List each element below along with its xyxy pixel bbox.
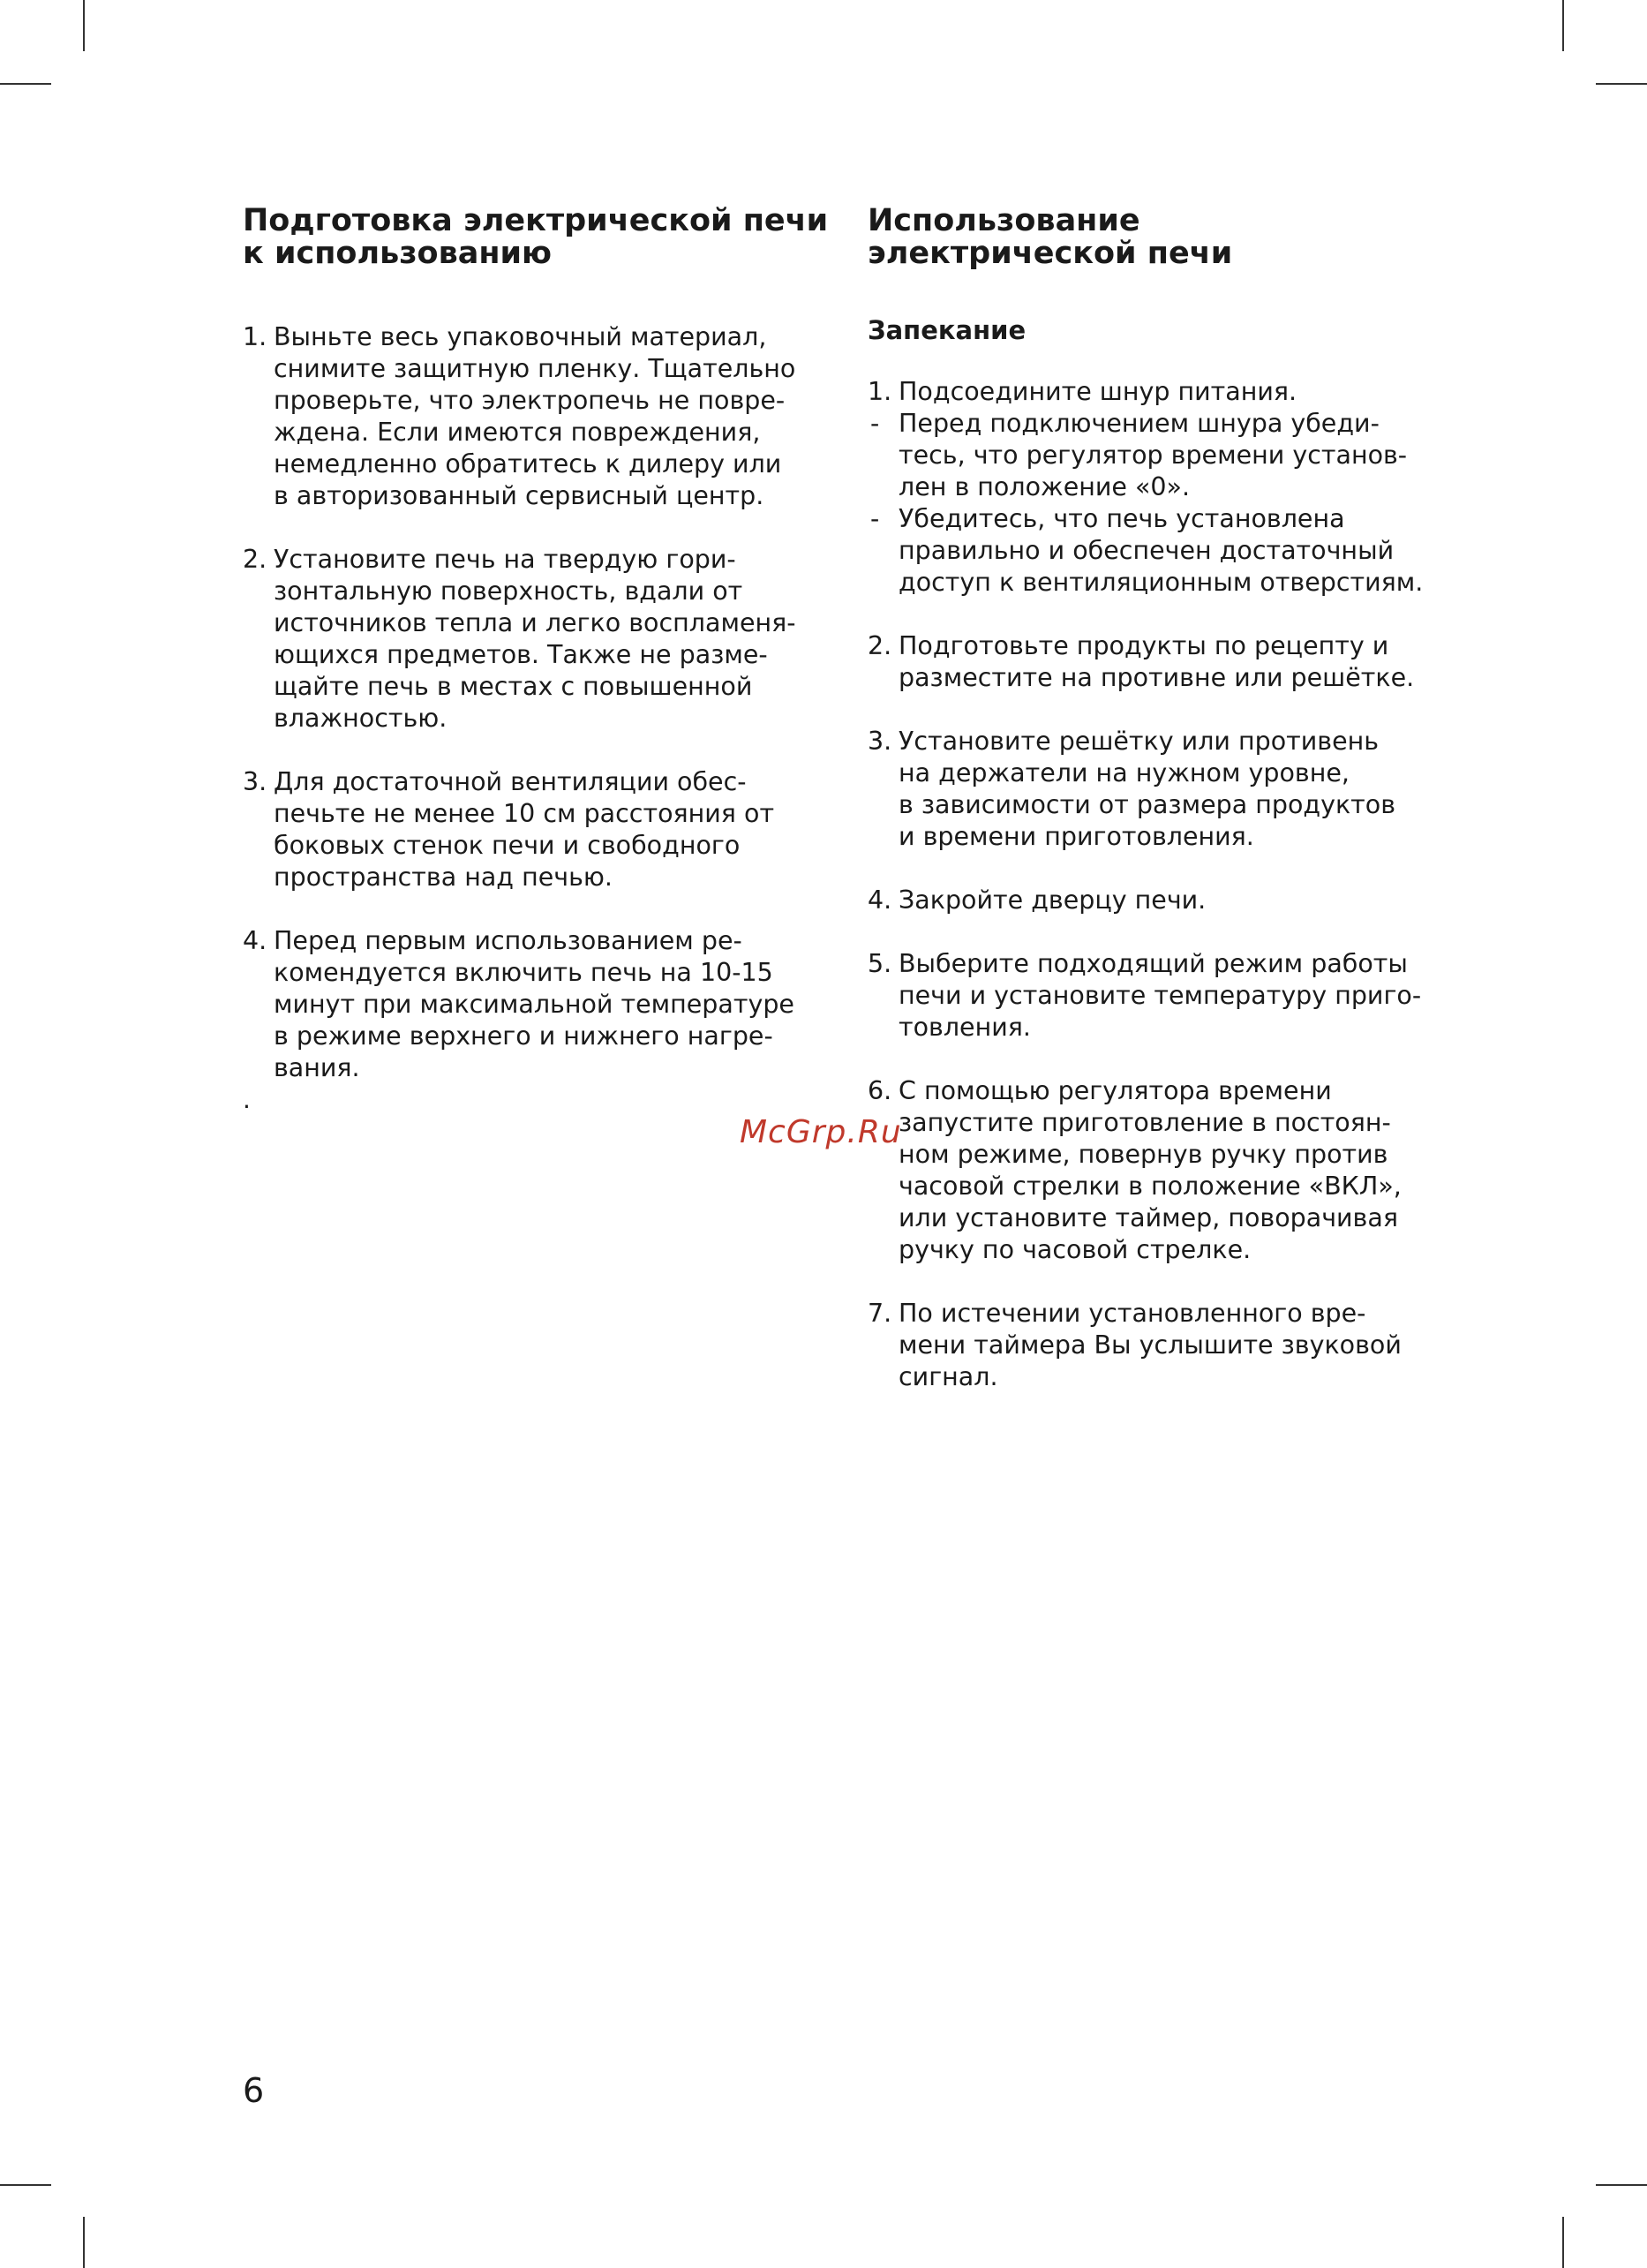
list-item: 3. Для достаточной вентиляции обес- печьте не менее 10 см расстояния от боковых стенок печи и свободного пространства над печью. (243, 767, 775, 892)
crop-mark (83, 2217, 85, 2268)
watermark: McGrp.Ru (740, 1114, 902, 1150)
section-title: Подготовка электрической печи к использованию (243, 203, 829, 271)
right-column (868, 205, 1477, 1393)
list-item: 2. Установите печь на твердую гори- зонтальную поверхность, вдали от источников тепла и легко воспламеня- ющихся предметов. Также не разме- щайте печь в местах с повышенной влажностью. (243, 545, 796, 733)
section-title: Использование электрической печи (868, 203, 1233, 271)
crop-mark (83, 0, 85, 51)
page-number: 6 (243, 2071, 265, 2110)
left-column (243, 205, 852, 1116)
dash-item: - Перед подключением шнура убеди- тесь, что регулятор времени установ- лен в положение «0». (870, 409, 1408, 501)
list-item: 5. Выберите подходящий режим работы печи и установите температуру приго- товления. (868, 949, 1422, 1042)
list-item: 2. Подготовьте продукты по рецепту и разместите на противне или решётке. (868, 631, 1415, 692)
crop-mark (1562, 2217, 1564, 2268)
trailing-dot: . (243, 1085, 251, 1114)
list-item: 3. Установите решётку или противень на держатели на нужном уровне, в зависимости от размера продуктов и времени приготовления. (868, 727, 1396, 851)
list-item: 1. Подсоедините шнур питания. (868, 377, 1297, 406)
crop-mark (1562, 0, 1564, 51)
list-item: 7. По истечении установленного вре- мени таймера Вы услышите звуковой сигнал. (868, 1299, 1402, 1391)
list-item: 6. С помощью регулятора времени запустите приготовление в постоян- ном режиме, повернув ручку против часовой стрелки в положение «ВКЛ», или установите таймер, поворачивая ручку по часовой стрелке. (868, 1076, 1402, 1264)
crop-mark (1596, 2184, 1647, 2186)
list-item: 4. Перед первым использованием ре- комендуется включить печь на 10-15 минут при максимальной температуре в режиме верхнего и нижнего нагре- вания. (243, 926, 794, 1082)
list-item: 1. Выньте весь упаковочный материал, снимите защитную пленку. Тщательно проверьте, что электропечь не повре- ждена. Если имеются повреждения, немедленно обратитесь к дилеру или в авторизованный сервисный центр. (243, 322, 796, 510)
subsection-title: Запекание (868, 315, 1027, 345)
list-item: 4. Закройте дверцу печи. (868, 885, 1207, 915)
crop-mark (0, 83, 51, 85)
crop-mark (0, 2184, 51, 2186)
dash-item: - Убедитесь, что печь установлена правильно и обеспечен достаточный доступ к вентиляционным отверстиям. (870, 504, 1424, 597)
crop-mark (1596, 83, 1647, 85)
